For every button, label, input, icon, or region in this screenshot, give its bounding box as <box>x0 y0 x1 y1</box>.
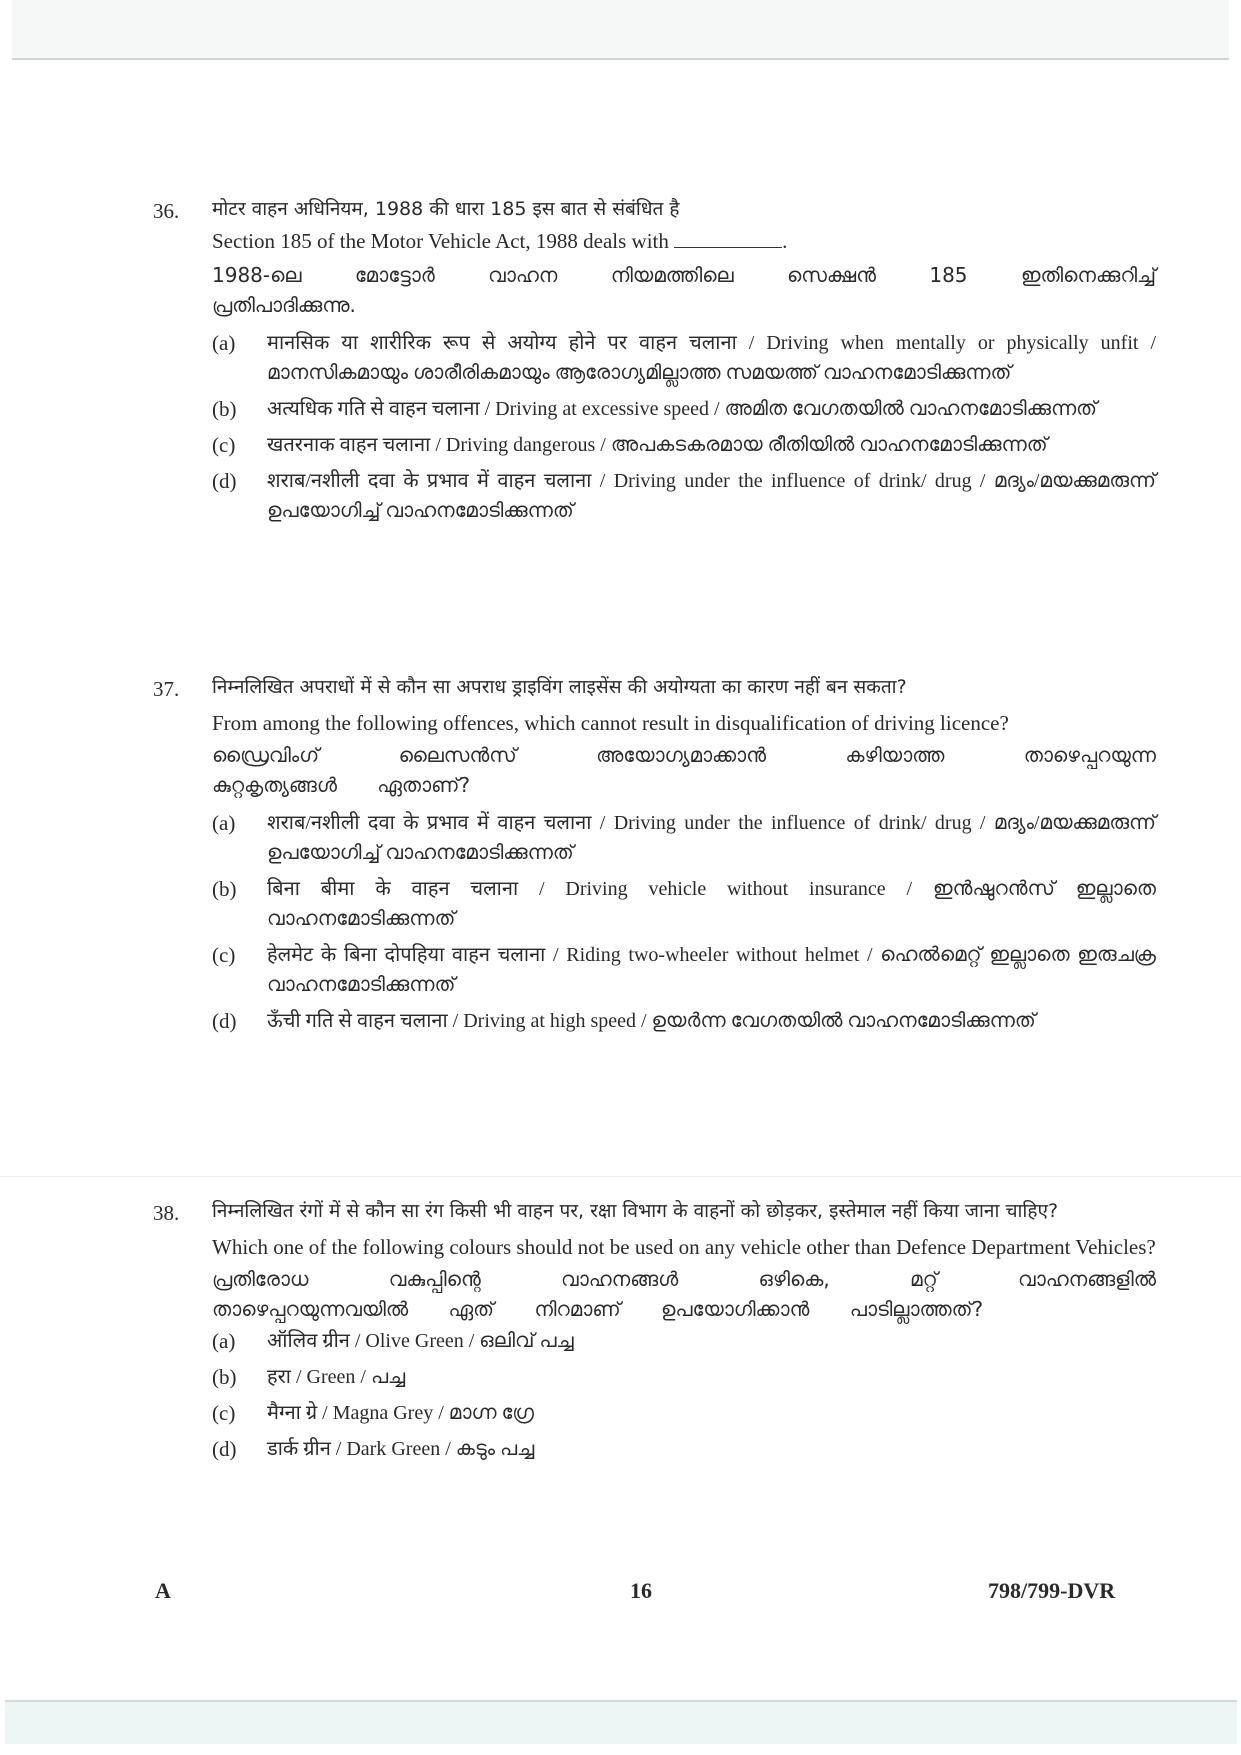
option-text: अत्यधिक गति से वाहन चलाना / Driving at excessive speed / അമിത വേഗതയിൽ വാഹനമോടിക്കുന്നത് <box>267 398 1098 420</box>
question-text-hindi: निम्नलिखित रंगों में से कौन सा रंग किसी भी वाहन पर, रक्षा विभाग के वाहनों को छोड़कर, इस्तेमाल नहीं किया जाना चाहिए? <box>212 1200 1059 1222</box>
option-text: खतरनाक वाहन चलाना / Driving dangerous / അപകടകരമായ രീതിയിൽ വാഹനമോടിക്കുന്നത് <box>267 434 1048 456</box>
option-c[interactable] <box>212 940 1156 1000</box>
option-d[interactable] <box>212 1434 1156 1464</box>
option-label: (d) <box>212 1009 237 1033</box>
question-number: 37. <box>153 677 180 701</box>
booklet-series: A <box>155 1578 171 1603</box>
option-label: (c) <box>212 433 236 457</box>
question-number: 38. <box>153 1201 180 1225</box>
option-label: (b) <box>212 397 237 421</box>
answer-blank <box>674 231 782 248</box>
english-text: Section 185 of the Motor Vehicle Act, 1988 deals with <box>212 229 669 253</box>
option-a[interactable] <box>212 328 1156 388</box>
scan-edge-bottom <box>5 1700 1237 1744</box>
option-label: (d) <box>212 1437 237 1461</box>
option-a[interactable] <box>212 808 1156 868</box>
question-text-malayalam: 1988-ലെ മോട്ടോർ വാഹന നിയമത്തിലെ സെക്ഷൻ 185 ഇതിനെക്കുറിച്ച് പ്രതിപാദിക്കുന്നു. <box>212 263 1156 317</box>
question-text-english <box>212 226 1156 256</box>
english-suffix: . <box>782 229 788 253</box>
option-label: (a) <box>212 811 236 835</box>
option-label: (b) <box>212 1365 237 1389</box>
question-text-malayalam: ഡ്രൈവിംഗ് ലൈസൻസ് അയോഗ്യമാക്കാൻ കഴിയാത്ത താഴെപ്പറയുന്ന കുറ്റകൃത്യങ്ങൾ ഏതാണ്? <box>212 743 1156 797</box>
option-b[interactable] <box>212 874 1156 934</box>
option-text: बिना बीमा के वाहन चलाना / Driving vehicle without insurance / ഇൻഷുറൻസ് ഇല്ലാതെ വാഹനമോടിക്കുന്നത് <box>267 878 1156 930</box>
option-a[interactable] <box>212 1326 1156 1356</box>
option-label: (d) <box>212 469 237 493</box>
paper-code: 798/799-DVR <box>988 1578 1116 1603</box>
question-text-hindi: मोटर वाहन अधिनियम, 1988 की धारा 185 इस बात से संबंधित है <box>212 198 680 220</box>
option-d[interactable] <box>212 466 1156 526</box>
option-label: (a) <box>212 331 236 355</box>
option-text: शराब/नशीली दवा के प्रभाव में वाहन चलाना / Driving under the influence of drink/ drug / മദ്യം/മയക്കുമരുന്ന് ഉപയോഗിച്ച് വാഹനമോടിക്കുന്നത് <box>267 812 1156 864</box>
question-text-hindi: निम्नलिखित अपराधों में से कौन सा अपराध ड्राइविंग लाइसेंस की अयोग्यता का कारण नहीं बन सकता? <box>212 676 907 698</box>
option-text: शराब/नशीली दवा के प्रभाव में वाहन चलाना / Driving under the influence of drink/ drug / മദ്യം/മയക്കുമരുന്ന് ഉപയോഗിച്ച് വാഹനമോടിക്കുന്നത് <box>267 470 1156 522</box>
option-label: (c) <box>212 943 236 967</box>
option-c[interactable] <box>212 430 1156 460</box>
option-c[interactable] <box>212 1398 1156 1428</box>
question-body <box>212 674 1156 1036</box>
page-number: 16 <box>630 1578 652 1603</box>
scan-edge-top <box>12 0 1229 60</box>
option-label: (c) <box>212 1401 236 1425</box>
option-text: मानसिक या शारीरिक रूप से अयोग्य होने पर वाहन चलाना / Driving when mentally or physically unfit / മാനസികമായും ശാരീരികമായും ആരോഗ്യമില്ലാത്ത സമയത്ത് വാഹനമോടിക്കുന്നത് <box>267 332 1156 384</box>
option-b[interactable] <box>212 1362 1156 1392</box>
option-text: हरा / Green / പച്ച <box>267 1366 406 1388</box>
option-text: ऑलिव ग्रीन / Olive Green / ഒലിവ് പച്ച <box>267 1330 574 1352</box>
option-b[interactable] <box>212 394 1156 424</box>
question-body <box>212 1198 1156 1464</box>
option-text: ऊँची गति से वाहन चलाना / Driving at high speed / ഉയർന്ന വേഗതയിൽ വാഹനമോടിക്കുന്നത് <box>267 1010 1036 1032</box>
question-number: 36. <box>153 199 180 223</box>
question-text-english: Which one of the following colours should not be used on any vehicle other than Defence Department Vehicles? <box>212 1235 1156 1259</box>
option-d[interactable] <box>212 1006 1156 1036</box>
option-label: (b) <box>212 877 237 901</box>
option-label: (a) <box>212 1329 236 1353</box>
option-text: मैग्ना ग्रे / Magna Grey / മാഗ്ന ഗ്രേ <box>267 1402 534 1424</box>
scan-fold-line <box>0 1176 1241 1177</box>
question-body <box>212 196 1156 526</box>
question-text-malayalam: പ്രതിരോധ വകുപ്പിന്റെ വാഹനങ്ങൾ ഒഴികെ, മറ്റ് വാഹനങ്ങളിൽ താഴെപ്പറയുന്നവയിൽ ഏത് നിറമാണ് ഉപയോഗിക്കാൻ പാടില്ലാത്തത്? <box>212 1267 1156 1321</box>
question-text-english: From among the following offences, which cannot result in disqualification of driving licence? <box>212 711 1009 735</box>
option-text: हेलमेट के बिना दोपहिया वाहन चलाना / Riding two-wheeler without helmet / ഹെൽമെറ്റ് ഇല്ലാതെ ഇരുചക്ര വാഹനമോടിക്കുന്നത് <box>267 944 1156 996</box>
option-text: डार्क ग्रीन / Dark Green / കടും പച്ച <box>267 1438 535 1460</box>
